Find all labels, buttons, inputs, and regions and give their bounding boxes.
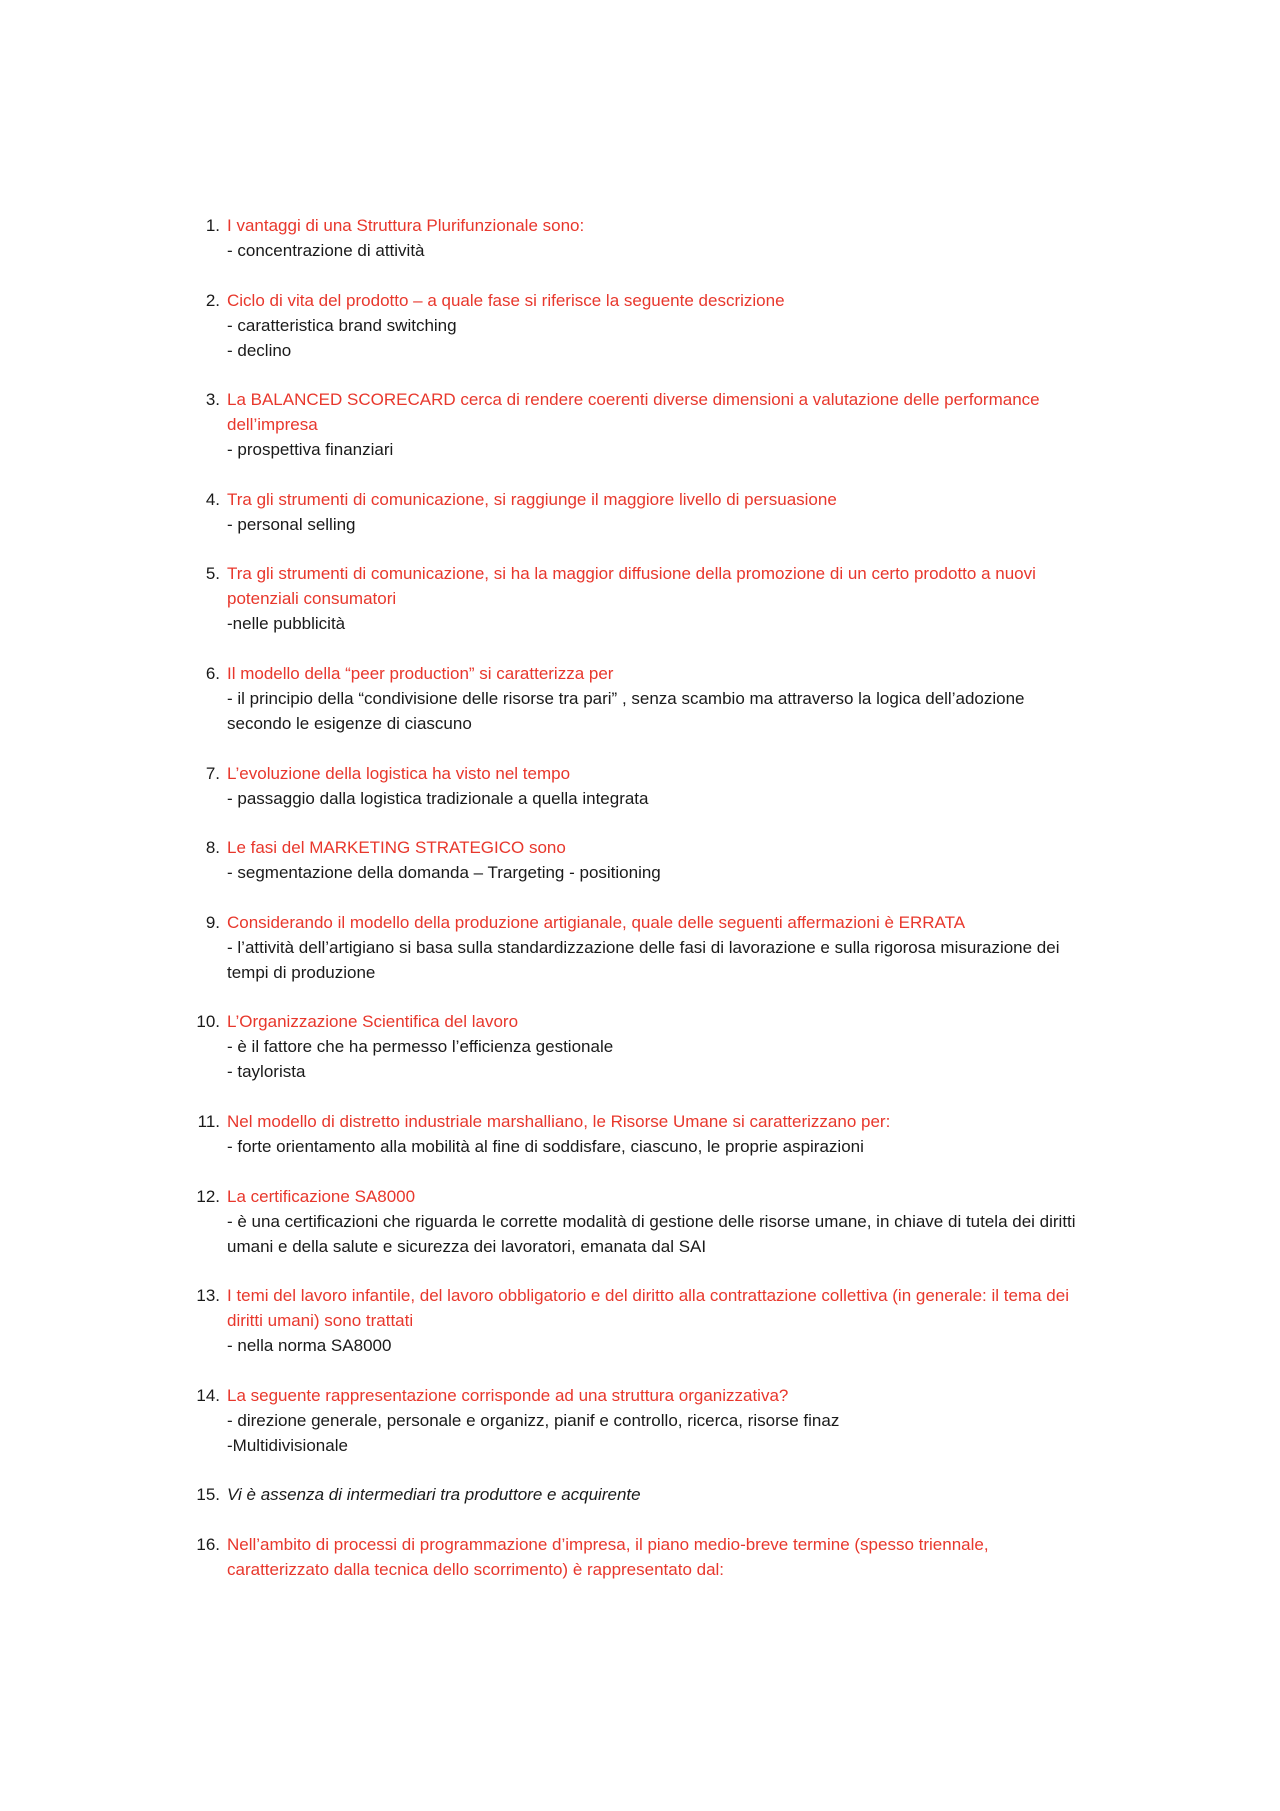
question-text: Le fasi del MARKETING STRATEGICO sono bbox=[227, 838, 566, 858]
question-item bbox=[192, 761, 1092, 811]
question-item bbox=[192, 835, 1092, 885]
answer-line: - l’attività dell’artigiano si basa sulla standardizzazione delle fasi di lavorazione e sulla rigorosa misurazione dei tempi di produzione bbox=[227, 937, 1060, 982]
question-text: Nell’ambito di processi di programmazione d’impresa, il piano medio-breve termine (spesso triennale, caratterizzato dalla tecnica dello scorrimento) è rappresentato dal: bbox=[227, 1534, 989, 1579]
question-number: 15. bbox=[196, 1485, 220, 1505]
question-item bbox=[192, 1184, 1092, 1259]
question-item bbox=[192, 561, 1092, 636]
question-number: 3. bbox=[205, 390, 220, 410]
question-number: 8. bbox=[205, 838, 220, 858]
question-number: 14. bbox=[196, 1385, 220, 1405]
answer-line: - caratteristica brand switching bbox=[227, 315, 457, 335]
answer-line: - è una certificazioni che riguarda le corrette modalità di gestione delle risorse umane, in chiave di tutela dei diritti umani e della salute e sicurezza dei lavoratori, emanata dal SAI bbox=[227, 1211, 1076, 1256]
question-text: L’Organizzazione Scientifica del lavoro bbox=[227, 1012, 519, 1032]
question-text: Il modello della “peer production” si caratterizza per bbox=[227, 663, 614, 683]
answer-line: - personal selling bbox=[227, 514, 356, 534]
answer-line: -Multidivisionale bbox=[227, 1435, 348, 1455]
question-item bbox=[192, 1383, 1092, 1458]
question-text: I vantaggi di una Struttura Plurifunzionale sono: bbox=[227, 216, 585, 235]
answer-line: -nelle pubblicità bbox=[227, 614, 346, 634]
question-item bbox=[192, 387, 1092, 462]
answer-line: - taylorista bbox=[227, 1062, 306, 1082]
question-number: 1. bbox=[205, 216, 220, 235]
question-number: 13. bbox=[196, 1286, 220, 1306]
question-item bbox=[192, 1532, 1092, 1582]
question-text: Nel modello di distretto industriale marshalliano, le Risorse Umane si caratterizzano per: bbox=[227, 1111, 891, 1131]
question-item bbox=[192, 487, 1092, 537]
question-item bbox=[192, 288, 1092, 363]
answer-line: - concentrazione di attività bbox=[227, 241, 425, 260]
question-text: I temi del lavoro infantile, del lavoro obbligatorio e del diritto alla contrattazione collettiva (in generale: il tema dei diritti umani) sono trattati bbox=[227, 1286, 1069, 1331]
question-text: L’evoluzione della logistica ha visto nel tempo bbox=[227, 763, 571, 783]
answer-line: - segmentazione della domanda – Trargeting - positioning bbox=[227, 863, 661, 883]
question-text: La BALANCED SCORECARD cerca di rendere coerenti diverse dimensioni a valutazione delle performance dell’impresa bbox=[227, 390, 1040, 435]
question-text: Vi è assenza di intermediari tra produttore e acquirente bbox=[227, 1485, 641, 1505]
question-number: 2. bbox=[205, 290, 220, 310]
answer-line: - il principio della “condivisione delle risorse tra pari” , senza scambio ma attraverso la logica dell’adozione secondo le esigenze di ciascuno bbox=[227, 688, 1025, 733]
question-text: La seguente rappresentazione corrisponde ad una struttura organizzativa? bbox=[227, 1385, 789, 1405]
question-text: Ciclo di vita del prodotto – a quale fase si riferisce la seguente descrizione bbox=[227, 290, 785, 310]
question-number: 7. bbox=[205, 763, 220, 783]
answer-line: - passaggio dalla logistica tradizionale a quella integrata bbox=[227, 788, 649, 808]
question-item bbox=[192, 661, 1092, 736]
answer-line: - nella norma SA8000 bbox=[227, 1336, 392, 1356]
question-item bbox=[192, 1109, 1092, 1159]
question-number: 5. bbox=[205, 564, 220, 584]
question-text: La certificazione SA8000 bbox=[227, 1186, 416, 1206]
question-item bbox=[192, 1283, 1092, 1358]
answer-line: - forte orientamento alla mobilità al fine di soddisfare, ciascuno, le proprie aspirazioni bbox=[227, 1136, 864, 1156]
question-number: 16. bbox=[196, 1534, 220, 1554]
question-item bbox=[192, 1009, 1092, 1084]
question-number: 4. bbox=[205, 489, 220, 509]
question-number: 10. bbox=[196, 1012, 220, 1032]
question-item bbox=[192, 1482, 1092, 1507]
answer-line: - prospettiva finanziari bbox=[227, 440, 394, 460]
answer-line: - è il fattore che ha permesso l’efficienza gestionale bbox=[227, 1037, 614, 1057]
question-number: 12. bbox=[196, 1186, 220, 1206]
question-text: Considerando il modello della produzione artigianale, quale delle seguenti affermazioni è ERRATA bbox=[227, 912, 966, 932]
question-item bbox=[192, 213, 1092, 263]
question-text: Tra gli strumenti di comunicazione, si raggiunge il maggiore livello di persuasione bbox=[227, 489, 837, 509]
answer-line: - direzione generale, personale e organizz, pianif e controllo, ricerca, risorse finaz bbox=[227, 1410, 840, 1430]
question-list bbox=[192, 213, 1092, 1607]
question-item bbox=[192, 910, 1092, 985]
question-number: 9. bbox=[205, 912, 220, 932]
answer-line: - declino bbox=[227, 340, 292, 360]
question-number: 6. bbox=[205, 663, 220, 683]
question-number: 11. bbox=[197, 1111, 220, 1131]
question-text: Tra gli strumenti di comunicazione, si ha la maggior diffusione della promozione di un certo prodotto a nuovi potenziali consumatori bbox=[227, 564, 1036, 609]
